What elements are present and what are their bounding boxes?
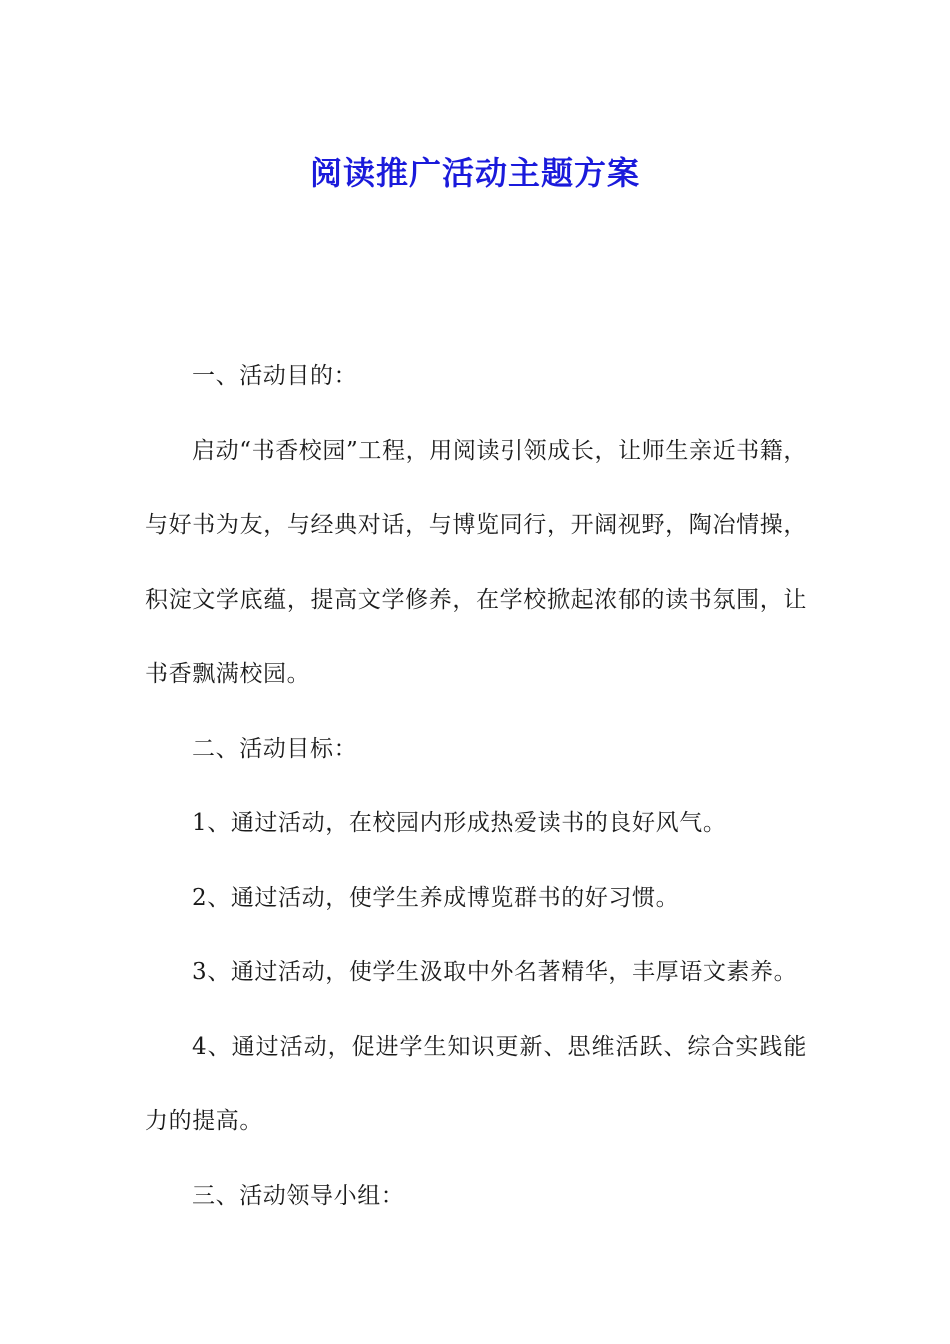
paragraph-purpose: 启动“书香校园”工程，用阅读引领成长，让师生亲近书籍，与好书为友，与经典对话，与博览同行，开阔视野，陶冶情操，积淀文学底蕴，提高文学修养，在学校掀起浓郁的读书氛围，让书香飘满校园。 bbox=[145, 437, 807, 687]
goal-item-2: 2、通过活动，使学生养成博览群书的好习惯。 bbox=[192, 884, 680, 911]
section-heading-purpose: 一、活动目的： bbox=[192, 363, 358, 389]
section-heading-goals: 二、活动目标： bbox=[192, 735, 358, 762]
section-heading-leadership: 三、活动领导小组： bbox=[192, 1182, 405, 1209]
goal-item-4: 4、通过活动，促进学生知识更新、思维活跃、综合实践能力的提高。 bbox=[145, 1033, 807, 1134]
goal-item-1: 1、通过活动，在校园内形成热爱读书的良好风气。 bbox=[192, 810, 727, 836]
document-body bbox=[145, 339, 807, 1233]
goal-item-3: 3、通过活动，使学生汲取中外名著精华，丰厚语文素养。 bbox=[192, 959, 798, 985]
document-title: 阅读推广活动主题方案 bbox=[309, 154, 640, 193]
